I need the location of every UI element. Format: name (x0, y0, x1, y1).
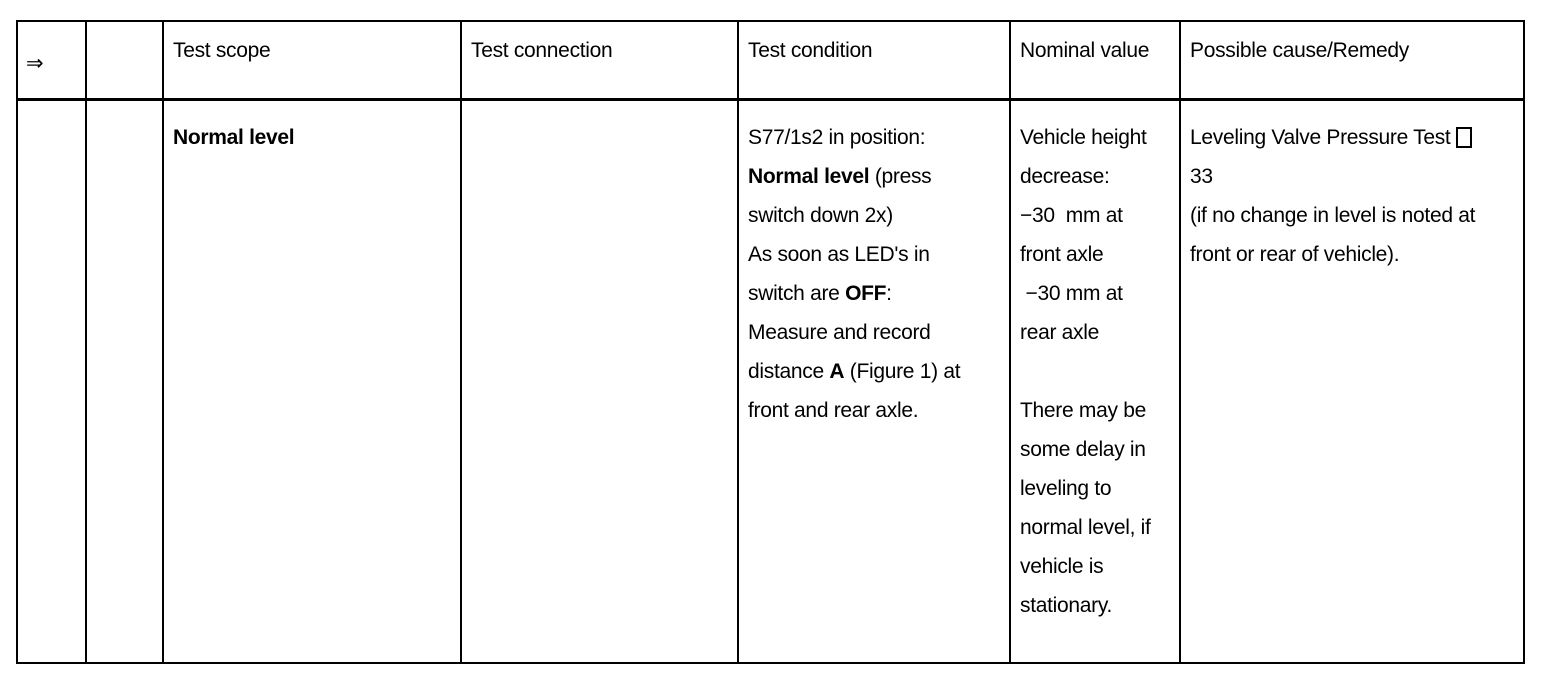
condition-line (748, 157, 1001, 196)
condition-line: switch down 2x) (748, 203, 893, 227)
row-possible-cause (1180, 99, 1524, 663)
nominal-line: vehicle is (1020, 554, 1104, 578)
nominal-line: There may be (1020, 398, 1146, 422)
nominal-line: some delay in (1020, 437, 1146, 461)
nominal-line: front axle (1020, 242, 1104, 266)
condition-text: (Figure 1) at (844, 359, 961, 383)
condition-line: S77/1s2 in position: (748, 125, 926, 149)
row-nominal-value (1010, 99, 1180, 663)
condition-line (748, 352, 1001, 391)
arrow-icon: ⇒ (17, 21, 86, 99)
condition-line (748, 274, 1001, 313)
condition-line: As soon as LED's in (748, 242, 930, 266)
nominal-line: −30 mm at (1020, 203, 1123, 227)
row-blank-cell (86, 99, 163, 663)
table-row (17, 99, 1524, 663)
nominal-line: decrease: (1020, 164, 1110, 188)
header-test-scope: Test scope (163, 21, 461, 99)
test-scope-value: Normal level (173, 125, 295, 149)
condition-bold: OFF (845, 281, 887, 305)
row-arrow-cell (17, 99, 86, 663)
row-test-scope (163, 99, 461, 663)
nominal-line: −30 mm at (1020, 281, 1123, 305)
cause-line (1190, 118, 1515, 157)
nominal-line: stationary. (1020, 593, 1113, 617)
header-test-condition: Test condition (738, 21, 1010, 99)
condition-bold: Normal level (748, 164, 870, 188)
cause-line: 33 (1190, 164, 1213, 188)
condition-bold: A (829, 359, 845, 383)
condition-text: (press (869, 164, 932, 188)
reference-box-icon (1456, 127, 1472, 148)
nominal-line: leveling to (1020, 476, 1112, 500)
nominal-line: normal level, if (1020, 515, 1151, 539)
header-possible-cause: Possible cause/Remedy (1180, 21, 1524, 99)
header-blank (86, 21, 163, 99)
cause-line: (if no change in level is noted at (1190, 203, 1476, 227)
header-test-connection: Test connection (461, 21, 738, 99)
condition-line: Measure and record (748, 320, 931, 344)
nominal-line: Vehicle height (1020, 125, 1147, 149)
header-row (17, 21, 1524, 99)
test-table (16, 20, 1525, 664)
condition-line: front and rear axle. (748, 398, 919, 422)
cause-line: front or rear of vehicle). (1190, 242, 1400, 266)
condition-text: : (886, 281, 892, 305)
nominal-line: rear axle (1020, 320, 1100, 344)
row-test-condition (738, 99, 1010, 663)
condition-text: switch are (748, 281, 846, 305)
condition-text: distance (748, 359, 830, 383)
cause-text: Leveling Valve Pressure Test (1190, 125, 1451, 149)
row-test-connection (461, 99, 738, 663)
header-nominal-value: Nominal value (1010, 21, 1180, 99)
nominal-spacer (1020, 352, 1171, 391)
